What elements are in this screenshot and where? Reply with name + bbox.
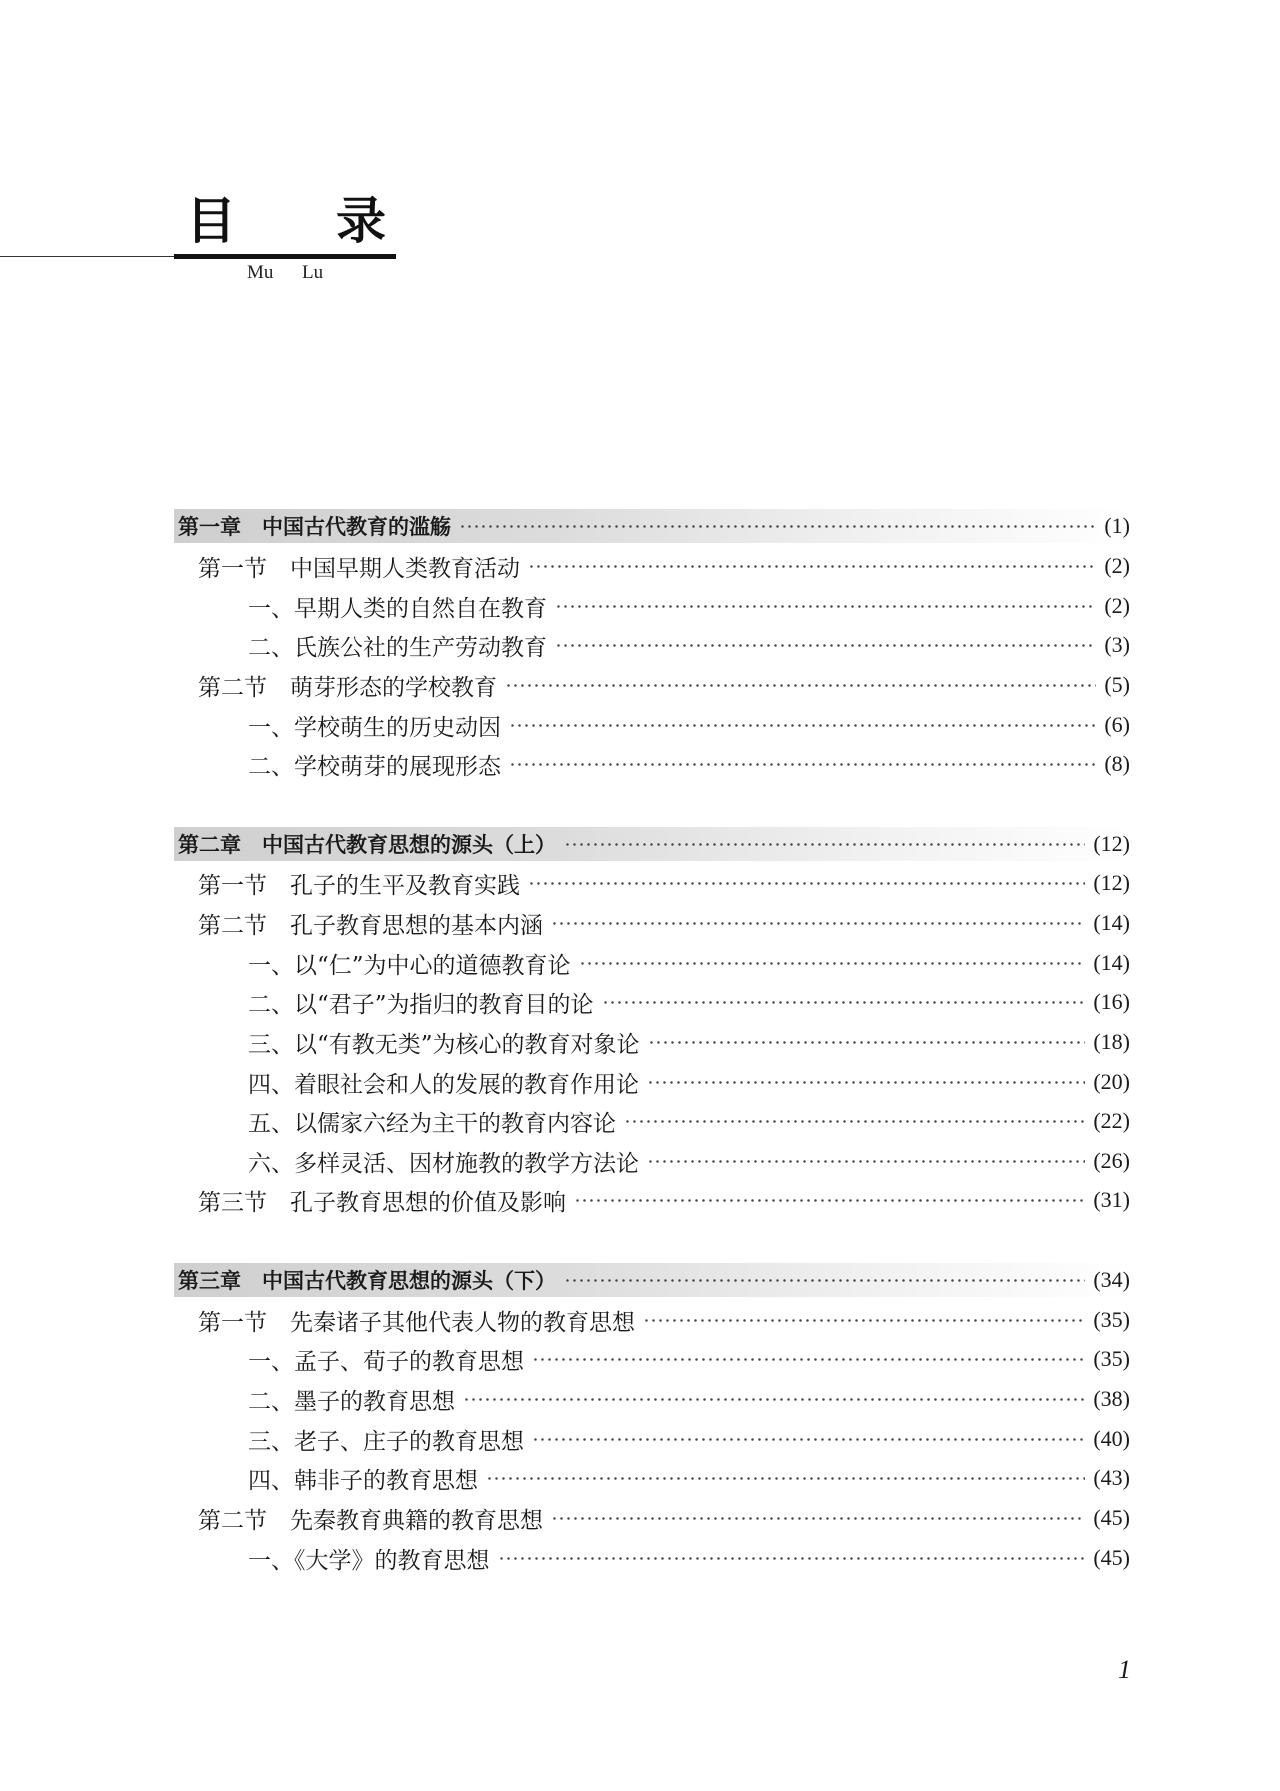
toc-item-row (248, 1342, 1130, 1376)
toc-section-row (198, 1183, 1130, 1217)
toc-item-row (248, 985, 1130, 1019)
toc-item-row (248, 708, 1130, 742)
toc-item-row (248, 1461, 1130, 1495)
toc-entry-title: 第二节 孔子教育思想的基本内涵 (198, 912, 543, 939)
toc-entry-title: 一、学校萌生的历史动因 (248, 714, 501, 741)
toc-entry-page: (34) (1093, 1267, 1130, 1292)
toc-section-row (198, 668, 1130, 702)
dot-leader (459, 525, 1096, 528)
toc-item-row (248, 1382, 1130, 1416)
toc-entry-title: 二、学校萌芽的展现形态 (248, 753, 501, 780)
toc-entry-page: (14) (1093, 910, 1130, 935)
dot-leader (643, 1319, 1085, 1322)
toc-entry-page: (31) (1093, 1187, 1130, 1212)
toc-entry-page: (3) (1104, 632, 1130, 657)
dot-leader (574, 1199, 1085, 1202)
toc-entry-title: 二、以“君子”为指归的教育目的论 (248, 991, 594, 1018)
toc-entry-page: (6) (1104, 712, 1130, 737)
dot-leader (532, 1358, 1085, 1361)
dot-leader (602, 1001, 1086, 1004)
toc-entry-title: 第一节 先秦诸子其他代表人物的教育思想 (198, 1309, 635, 1336)
dot-leader (648, 1041, 1086, 1044)
toc-entry-page: (16) (1093, 989, 1130, 1014)
toc-entry-page: (22) (1093, 1108, 1130, 1133)
toc-entry-title: 第二节 先秦教育典籍的教育思想 (198, 1507, 543, 1534)
toc-entry-page: (45) (1093, 1545, 1130, 1570)
dot-leader (579, 962, 1086, 965)
toc-entry-title: 四、着眼社会和人的发展的教育作用论 (248, 1071, 639, 1098)
toc-item-row (248, 589, 1130, 623)
toc-chapter-row (174, 1263, 1130, 1297)
toc-item-row (248, 1422, 1130, 1456)
dot-leader (555, 644, 1096, 647)
dot-leader (486, 1477, 1085, 1480)
toc-entry-page: (1) (1104, 513, 1130, 538)
toc-entry-page: (40) (1093, 1426, 1130, 1451)
toc-entry-title: 一、以“仁”为中心的道德教育论 (248, 952, 571, 979)
toc-entry-title: 三、老子、庄子的教育思想 (248, 1428, 524, 1455)
toc-section-row (198, 1501, 1130, 1535)
title-underline-thick (174, 254, 396, 259)
toc-entry-page: (18) (1093, 1029, 1130, 1054)
toc-entry-title: 五、以儒家六经为主干的教育内容论 (248, 1110, 616, 1137)
toc-entry-title: 四、韩非子的教育思想 (248, 1467, 478, 1494)
dot-leader (551, 1517, 1085, 1520)
toc-entry-title: 第二章 中国古代教育思想的源头（上） (178, 833, 556, 857)
toc-entry-page: (5) (1104, 672, 1130, 697)
toc-chapter-row (174, 509, 1130, 543)
toc-entry-title: 二、氏族公社的生产劳动教育 (248, 634, 547, 661)
dot-leader (528, 565, 1096, 568)
toc-entry-page: (38) (1093, 1386, 1130, 1411)
dot-leader (564, 1279, 1085, 1282)
toc-item-row (248, 747, 1130, 781)
toc-entry-page: (45) (1093, 1505, 1130, 1530)
toc-section-row (198, 1303, 1130, 1337)
toc-entry-page: (20) (1093, 1069, 1130, 1094)
toc-entry-page: (12) (1093, 870, 1130, 895)
toc-entry-page: (2) (1104, 553, 1130, 578)
toc-entry-title: 第二节 萌芽形态的学校教育 (198, 674, 497, 701)
toc-entry-title: 一、早期人类的自然自在教育 (248, 595, 547, 622)
dot-leader (624, 1120, 1085, 1123)
toc-entry-title: 第一章 中国古代教育的滥觞 (178, 515, 451, 539)
toc-entry-page: (12) (1093, 831, 1130, 856)
toc-entry-title: 第一节 中国早期人类教育活动 (198, 555, 520, 582)
dot-leader (647, 1160, 1085, 1163)
dot-leader (551, 922, 1085, 925)
toc-entry-page: (35) (1093, 1346, 1130, 1371)
toc-entry-title: 一、孟子、荀子的教育思想 (248, 1348, 524, 1375)
title-char-lu: 录 (336, 192, 386, 250)
toc-item-row (248, 628, 1130, 662)
toc-entry-title: 一、《大学》的教育思想 (248, 1547, 490, 1574)
toc-section-row (198, 866, 1130, 900)
toc-section-row (198, 906, 1130, 940)
toc-item-row (248, 1025, 1130, 1059)
dot-leader (505, 684, 1096, 687)
toc-entry-title: 二、墨子的教育思想 (248, 1388, 455, 1415)
toc-entry-page: (35) (1093, 1307, 1130, 1332)
title-pinyin-mu: Mu (247, 262, 274, 283)
toc-item-row (248, 1541, 1130, 1575)
toc-item-row (248, 1104, 1130, 1138)
toc-entry-title: 第一节 孔子的生平及教育实践 (198, 872, 520, 899)
dot-leader (564, 843, 1085, 846)
dot-leader (528, 882, 1085, 885)
title-char-mu: 目 (186, 192, 236, 250)
dot-leader (498, 1557, 1086, 1560)
dot-leader (463, 1398, 1085, 1401)
toc-chapter-row (174, 827, 1130, 861)
toc-entry-page: (2) (1104, 593, 1130, 618)
toc-entry-title: 三、以“有教无类”为核心的教育对象论 (248, 1031, 640, 1058)
page-number: 1 (1118, 1655, 1131, 1684)
dot-leader (647, 1081, 1085, 1084)
dot-leader (509, 763, 1096, 766)
toc-entry-page: (8) (1104, 751, 1130, 776)
toc-section-row (198, 549, 1130, 583)
title-pinyin-lu: Lu (302, 262, 324, 283)
toc-entry-title: 六、多样灵活、因材施教的教学方法论 (248, 1150, 639, 1177)
toc-item-row (248, 1065, 1130, 1099)
toc-item-row (248, 946, 1130, 980)
dot-leader (555, 605, 1096, 608)
toc-entry-title: 第三章 中国古代教育思想的源头（下） (178, 1269, 556, 1293)
toc-entry-title: 第三节 孔子教育思想的价值及影响 (198, 1189, 566, 1216)
toc-entry-page: (26) (1093, 1148, 1130, 1173)
dot-leader (509, 724, 1096, 727)
toc-item-row (248, 1144, 1130, 1178)
toc-entry-page: (43) (1093, 1465, 1130, 1490)
dot-leader (532, 1438, 1085, 1441)
toc-entry-page: (14) (1093, 950, 1130, 975)
toc-title-block (0, 0, 1280, 300)
